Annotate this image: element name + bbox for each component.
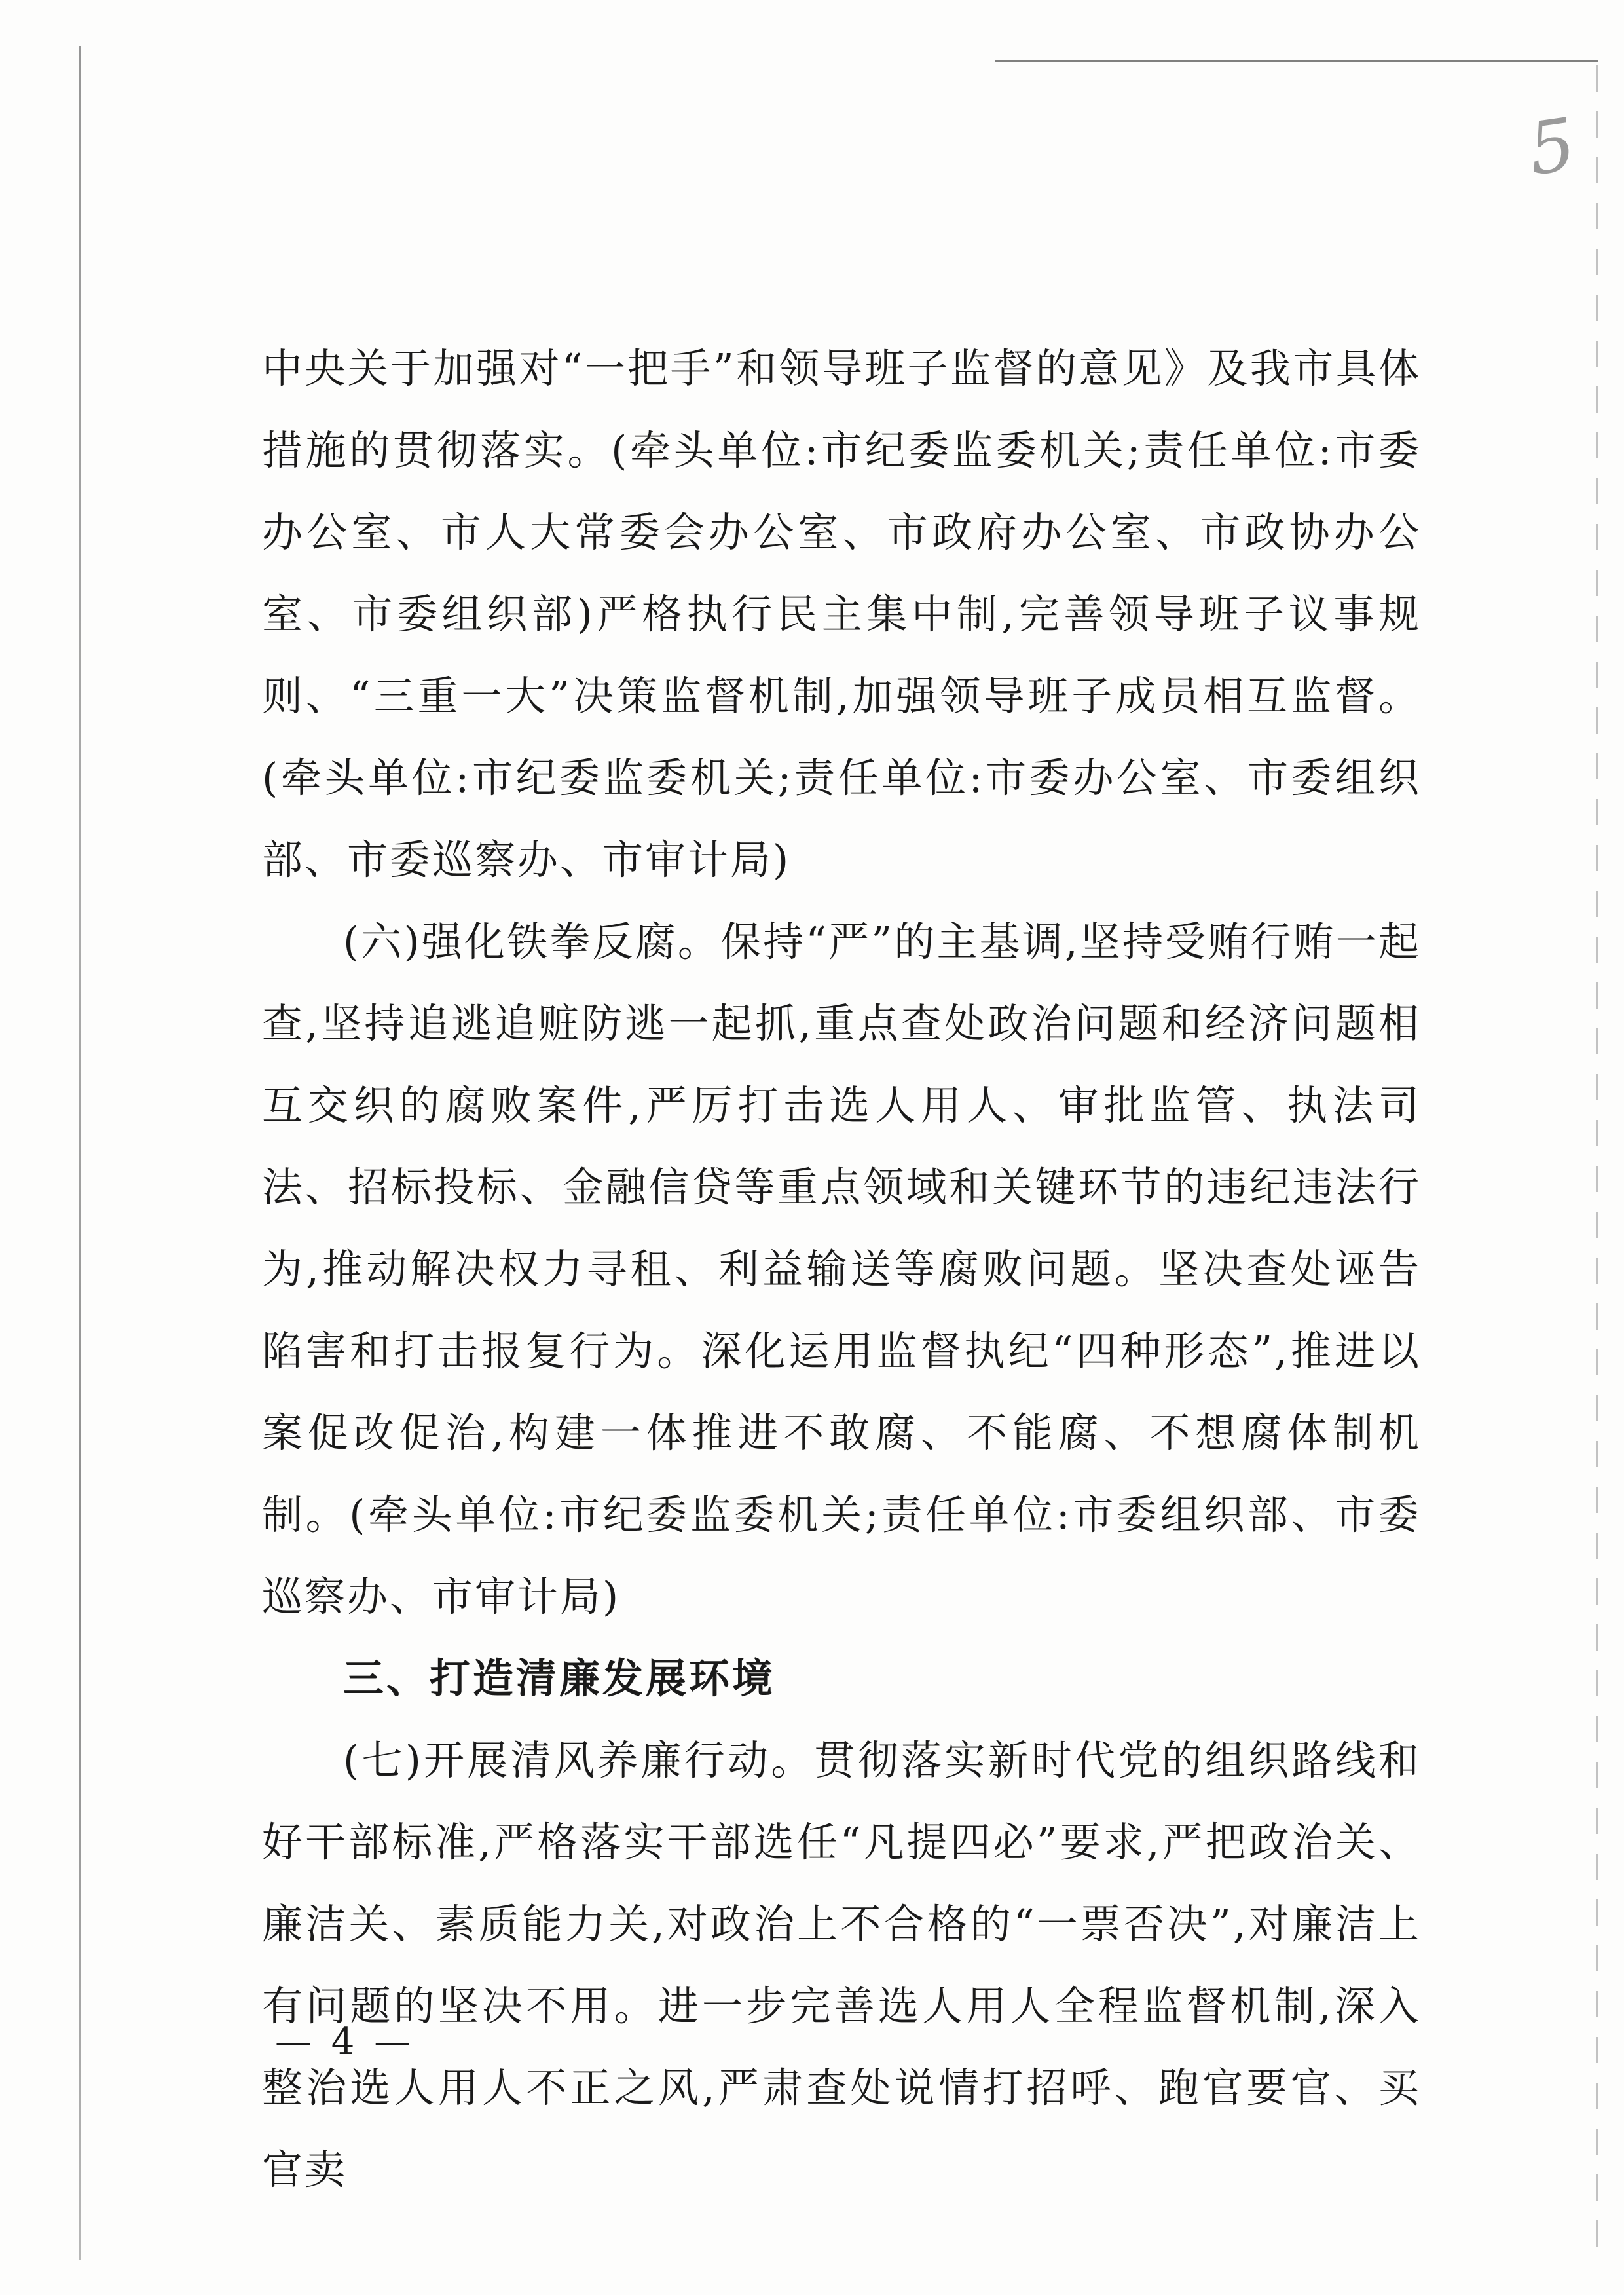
- body-text: [262, 327, 1421, 2211]
- scan-edge-left: [79, 46, 81, 2260]
- scan-edge-right: [1596, 65, 1598, 2260]
- page-number: — 4 —: [275, 2021, 415, 2063]
- scan-edge-top: [995, 60, 1598, 62]
- paragraph-continuation: 中央关于加强对“一把手”和领导班子监督的意见》及我市具体措施的贯彻落实。(牵头单位:市纪委监委机关;责任单位:市委办公室、市人大常委会办公室、市政府办公室、市政协办公室、市委组织部)严格执行民主集中制,完善领导班子议事规则、“三重一大”决策监督机制,加强领导班子成员相互监督。(牵头单位:市纪委监委机关;责任单位:市委办公室、市委组织部、市委巡察办、市审计局): [262, 345, 1421, 884]
- paragraph-section-7: (七)开展清风养廉行动。贯彻落实新时代党的组织路线和好干部标准,严格落实干部选任“凡提四必”要求,严把政治关、廉洁关、素质能力关,对政治上不合格的“一票否决”,对廉洁上有问题的坚决不用。进一步完善选人用人全程监督机制,深入整治选人用人不正之风,严肃查处说情打招呼、跑官要官、买官卖: [262, 1736, 1421, 2193]
- section-heading-3: 三、打造清廉发展环境: [343, 1654, 776, 1702]
- handwritten-folio-mark: 5: [1523, 102, 1581, 192]
- paragraph-section-6: (六)强化铁拳反腐。保持“严”的主基调,坚持受贿行贿一起查,坚持追逃追赃防逃一起抓,重点查处政治问题和经济问题相互交织的腐败案件,严厉打击选人用人、审批监管、执法司法、招标投标、金融信贷等重点领域和关键环节的违纪违法行为,推动解决权力寻租、利益输送等腐败问题。坚决查处诬告陷害和打击报复行为。深化运用监督执纪“四种形态”,推进以案促改促治,构建一体推进不敢腐、不能腐、不想腐体制机制。(牵头单位:市纪委监委机关;责任单位:市委组织部、市委巡察办、市审计局): [262, 918, 1421, 1620]
